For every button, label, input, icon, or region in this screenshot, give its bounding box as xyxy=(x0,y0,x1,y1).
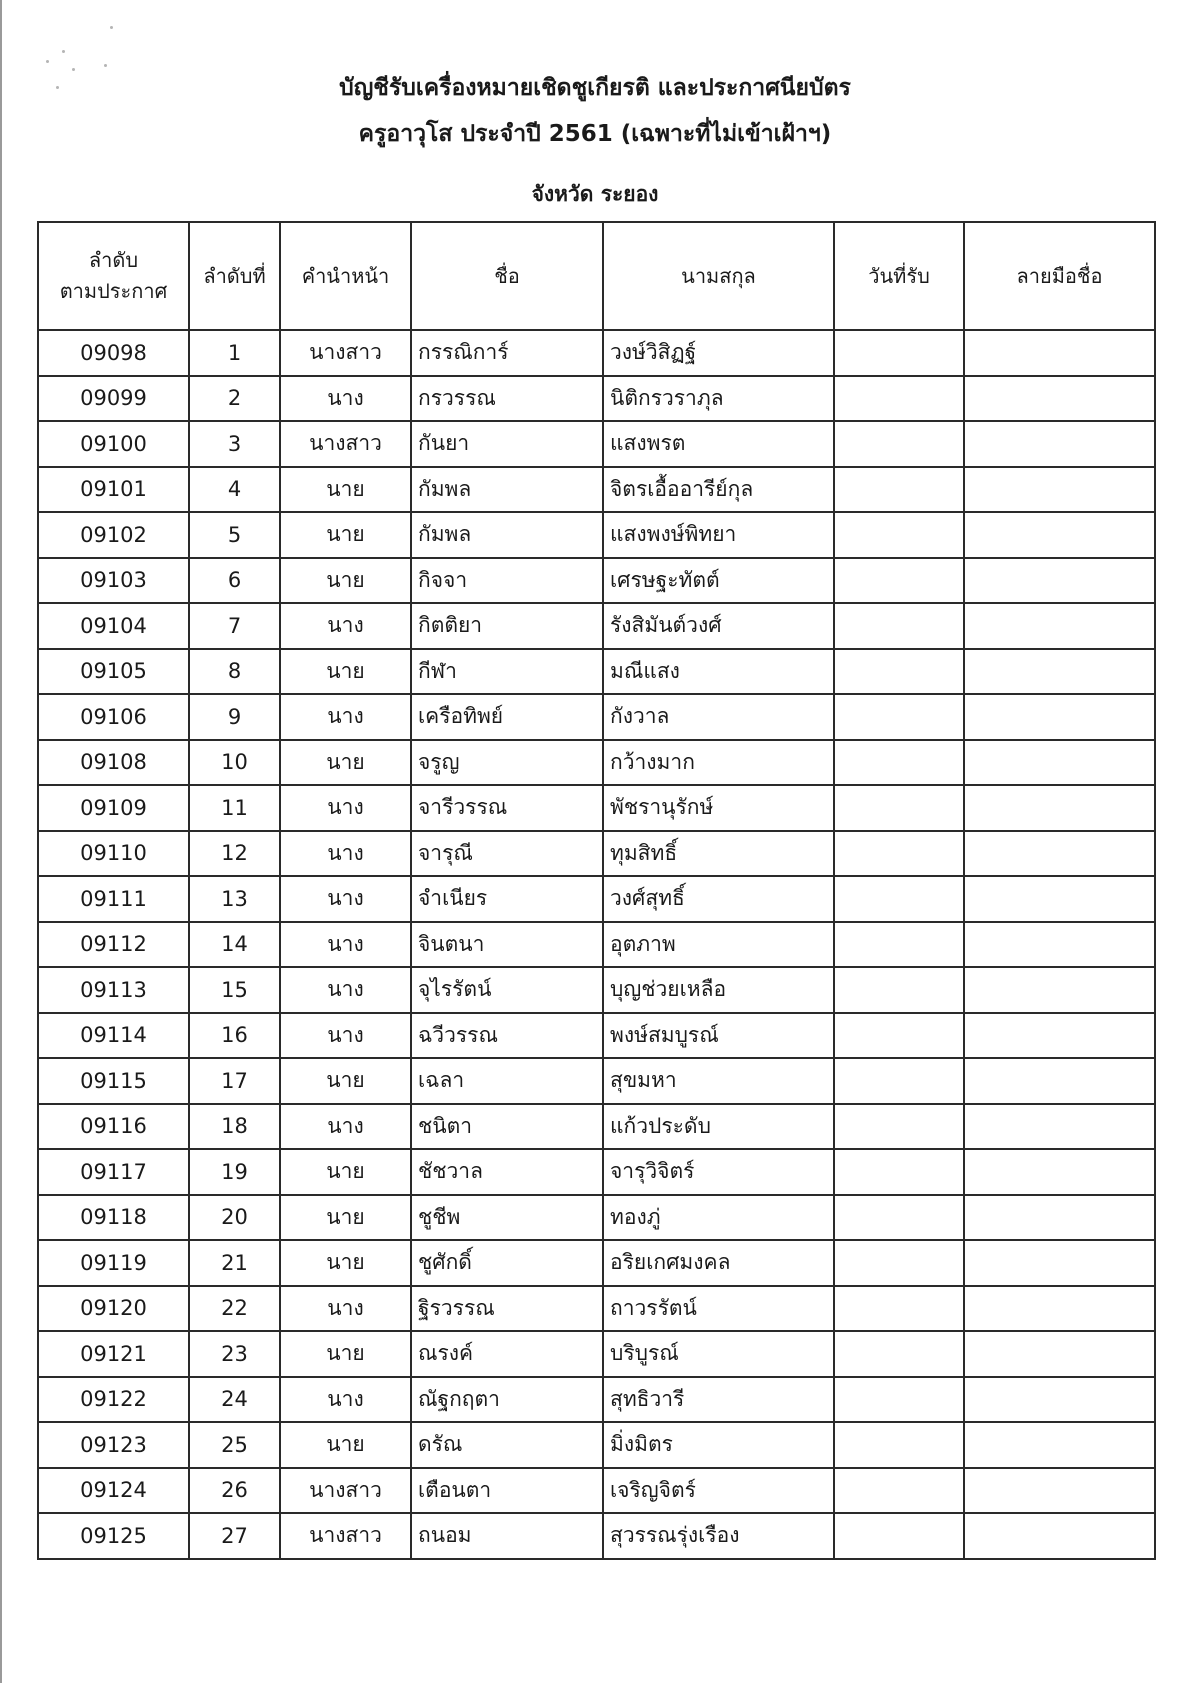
cell-announcement-order: 09106 xyxy=(38,694,189,740)
cell-signature xyxy=(964,1377,1155,1423)
cell-sequence: 1 xyxy=(189,330,280,376)
cell-announcement-order: 09109 xyxy=(38,785,189,831)
cell-announcement-order: 09124 xyxy=(38,1468,189,1514)
table-row xyxy=(38,1013,1155,1059)
cell-first-name: จุไรรัตน์ xyxy=(411,967,603,1013)
cell-first-name: กรรณิการ์ xyxy=(411,330,603,376)
cell-signature xyxy=(964,876,1155,922)
cell-received-date xyxy=(834,376,964,422)
cell-received-date xyxy=(834,831,964,877)
cell-received-date xyxy=(834,421,964,467)
cell-first-name: จรูญ xyxy=(411,740,603,786)
cell-first-name: เฉลา xyxy=(411,1058,603,1104)
cell-announcement-order: 09113 xyxy=(38,967,189,1013)
cell-received-date xyxy=(834,1513,964,1559)
header-announcement-order xyxy=(38,222,189,330)
cell-prefix: นางสาว xyxy=(280,330,411,376)
cell-signature xyxy=(964,649,1155,695)
cell-received-date xyxy=(834,922,964,968)
cell-first-name: เตือนตา xyxy=(411,1468,603,1514)
header-first-name: ชื่อ xyxy=(411,222,603,330)
cell-announcement-order: 09105 xyxy=(38,649,189,695)
cell-signature xyxy=(964,376,1155,422)
cell-sequence: 9 xyxy=(189,694,280,740)
cell-last-name: กว้างมาก xyxy=(603,740,834,786)
table-body xyxy=(38,330,1155,1559)
scan-speck xyxy=(62,50,65,53)
cell-first-name: ดรัณ xyxy=(411,1422,603,1468)
cell-sequence: 18 xyxy=(189,1104,280,1150)
cell-last-name: มณีแสง xyxy=(603,649,834,695)
cell-last-name: วงษ์วิสิฏฐ์ xyxy=(603,330,834,376)
cell-received-date xyxy=(834,512,964,558)
cell-announcement-order: 09102 xyxy=(38,512,189,558)
cell-received-date xyxy=(834,740,964,786)
table-row xyxy=(38,421,1155,467)
document-subtitle: ครูอาวุโส ประจำปี 2561 (เฉพาะที่ไม่เข้าเฝ้าฯ) xyxy=(358,121,832,147)
page-edge xyxy=(0,0,2,1683)
cell-last-name: จิตรเอื้ออารีย์กุล xyxy=(603,467,834,513)
table-header-row xyxy=(38,222,1155,330)
cell-signature xyxy=(964,1149,1155,1195)
cell-prefix: นาง xyxy=(280,876,411,922)
table-row xyxy=(38,785,1155,831)
cell-last-name: แสงพรต xyxy=(603,421,834,467)
table-row xyxy=(38,740,1155,786)
cell-last-name: บริบูรณ์ xyxy=(603,1331,834,1377)
cell-sequence: 19 xyxy=(189,1149,280,1195)
cell-sequence: 3 xyxy=(189,421,280,467)
cell-last-name: แก้วประดับ xyxy=(603,1104,834,1150)
cell-received-date xyxy=(834,1331,964,1377)
cell-last-name: ถาวรรัตน์ xyxy=(603,1286,834,1332)
cell-prefix: นาย xyxy=(280,649,411,695)
cell-announcement-order: 09120 xyxy=(38,1286,189,1332)
cell-sequence: 6 xyxy=(189,558,280,604)
cell-first-name: ชูศักดิ์ xyxy=(411,1240,603,1286)
cell-announcement-order: 09114 xyxy=(38,1013,189,1059)
cell-announcement-order: 09119 xyxy=(38,1240,189,1286)
cell-prefix: นาย xyxy=(280,740,411,786)
cell-received-date xyxy=(834,1058,964,1104)
cell-first-name: กรวรรณ xyxy=(411,376,603,422)
cell-received-date xyxy=(834,1149,964,1195)
cell-signature xyxy=(964,421,1155,467)
cell-prefix: นาง xyxy=(280,694,411,740)
cell-received-date xyxy=(834,1104,964,1150)
cell-first-name: จินตนา xyxy=(411,922,603,968)
cell-announcement-order: 09098 xyxy=(38,330,189,376)
cell-last-name: มิ่งมิตร xyxy=(603,1422,834,1468)
table-row xyxy=(38,603,1155,649)
cell-announcement-order: 09110 xyxy=(38,831,189,877)
cell-first-name: ณัฐกฤตา xyxy=(411,1377,603,1423)
cell-received-date xyxy=(834,1240,964,1286)
cell-first-name: กัมพล xyxy=(411,512,603,558)
header-announcement-order-line1: ลำดับ xyxy=(88,248,139,272)
cell-announcement-order: 09122 xyxy=(38,1377,189,1423)
cell-signature xyxy=(964,1195,1155,1241)
table-row xyxy=(38,467,1155,513)
header-sequence: ลำดับที่ xyxy=(189,222,280,330)
table-row xyxy=(38,376,1155,422)
cell-sequence: 11 xyxy=(189,785,280,831)
cell-prefix: นาย xyxy=(280,512,411,558)
cell-last-name: บุญช่วยเหลือ xyxy=(603,967,834,1013)
table-row xyxy=(38,1331,1155,1377)
cell-last-name: แสงพงษ์พิทยา xyxy=(603,512,834,558)
table-row xyxy=(38,1195,1155,1241)
cell-received-date xyxy=(834,603,964,649)
cell-first-name: กีฬา xyxy=(411,649,603,695)
cell-first-name: จำเนียร xyxy=(411,876,603,922)
cell-first-name: กิจจา xyxy=(411,558,603,604)
cell-first-name: ถนอม xyxy=(411,1513,603,1559)
cell-prefix: นาย xyxy=(280,1240,411,1286)
header-prefix: คำนำหน้า xyxy=(280,222,411,330)
scan-speck xyxy=(104,64,107,67)
cell-first-name: กัมพล xyxy=(411,467,603,513)
table-row xyxy=(38,967,1155,1013)
cell-prefix: นาย xyxy=(280,467,411,513)
cell-announcement-order: 09099 xyxy=(38,376,189,422)
cell-received-date xyxy=(834,1013,964,1059)
scan-speck xyxy=(110,26,113,29)
cell-signature xyxy=(964,831,1155,877)
cell-sequence: 23 xyxy=(189,1331,280,1377)
cell-prefix: นางสาว xyxy=(280,1513,411,1559)
cell-prefix: นาง xyxy=(280,785,411,831)
document-title: บัญชีรับเครื่องหมายเชิดชูเกียรติ และประกาศนียบัตร xyxy=(339,75,851,101)
cell-signature xyxy=(964,1422,1155,1468)
table-row xyxy=(38,1286,1155,1332)
cell-signature xyxy=(964,1513,1155,1559)
cell-announcement-order: 09111 xyxy=(38,876,189,922)
cell-prefix: นางสาว xyxy=(280,421,411,467)
cell-prefix: นาง xyxy=(280,922,411,968)
cell-announcement-order: 09123 xyxy=(38,1422,189,1468)
cell-received-date xyxy=(834,1195,964,1241)
cell-sequence: 7 xyxy=(189,603,280,649)
cell-announcement-order: 09108 xyxy=(38,740,189,786)
table-row xyxy=(38,1422,1155,1468)
cell-last-name: สุขมหา xyxy=(603,1058,834,1104)
cell-first-name: ชัชวาล xyxy=(411,1149,603,1195)
cell-sequence: 27 xyxy=(189,1513,280,1559)
cell-signature xyxy=(964,1013,1155,1059)
cell-first-name: จารุณี xyxy=(411,831,603,877)
cell-sequence: 13 xyxy=(189,876,280,922)
cell-last-name: รังสิมันต์วงศ์ xyxy=(603,603,834,649)
cell-prefix: นาง xyxy=(280,1286,411,1332)
cell-last-name: อุตภาพ xyxy=(603,922,834,968)
cell-last-name: ทองภู่ xyxy=(603,1195,834,1241)
cell-sequence: 20 xyxy=(189,1195,280,1241)
cell-signature xyxy=(964,1058,1155,1104)
province-heading: จังหวัด ระยอง xyxy=(531,182,659,206)
cell-sequence: 15 xyxy=(189,967,280,1013)
cell-prefix: นาย xyxy=(280,1149,411,1195)
cell-first-name: เครือทิพย์ xyxy=(411,694,603,740)
cell-signature xyxy=(964,694,1155,740)
table-row xyxy=(38,1513,1155,1559)
cell-signature xyxy=(964,1468,1155,1514)
cell-first-name: ชนิตา xyxy=(411,1104,603,1150)
table-row xyxy=(38,831,1155,877)
cell-signature xyxy=(964,512,1155,558)
cell-sequence: 4 xyxy=(189,467,280,513)
cell-signature xyxy=(964,1286,1155,1332)
cell-received-date xyxy=(834,876,964,922)
cell-prefix: นาง xyxy=(280,1377,411,1423)
cell-sequence: 24 xyxy=(189,1377,280,1423)
cell-prefix: นาง xyxy=(280,967,411,1013)
cell-sequence: 2 xyxy=(189,376,280,422)
cell-first-name: ฐิรวรรณ xyxy=(411,1286,603,1332)
cell-last-name: เศรษฐะทัตต์ xyxy=(603,558,834,604)
table-row xyxy=(38,512,1155,558)
cell-signature xyxy=(964,558,1155,604)
cell-last-name: จารุวิจิตร์ xyxy=(603,1149,834,1195)
cell-received-date xyxy=(834,649,964,695)
cell-sequence: 22 xyxy=(189,1286,280,1332)
cell-announcement-order: 09116 xyxy=(38,1104,189,1150)
cell-prefix: นาง xyxy=(280,603,411,649)
table-row xyxy=(38,558,1155,604)
table-row xyxy=(38,922,1155,968)
cell-signature xyxy=(964,603,1155,649)
cell-last-name: นิติกรวราภุล xyxy=(603,376,834,422)
cell-prefix: นาย xyxy=(280,1331,411,1377)
cell-sequence: 17 xyxy=(189,1058,280,1104)
cell-received-date xyxy=(834,967,964,1013)
cell-received-date xyxy=(834,558,964,604)
cell-last-name: ทุมสิทธิ์ xyxy=(603,831,834,877)
cell-sequence: 25 xyxy=(189,1422,280,1468)
cell-first-name: ณรงค์ xyxy=(411,1331,603,1377)
cell-received-date xyxy=(834,467,964,513)
cell-signature xyxy=(964,785,1155,831)
cell-sequence: 10 xyxy=(189,740,280,786)
cell-prefix: นาย xyxy=(280,1058,411,1104)
cell-last-name: พงษ์สมบูรณ์ xyxy=(603,1013,834,1059)
header-announcement-order-line2: ตามประกาศ xyxy=(59,279,168,303)
cell-last-name: วงศ์สุทธิ์ xyxy=(603,876,834,922)
cell-prefix: นาง xyxy=(280,1013,411,1059)
cell-announcement-order: 09118 xyxy=(38,1195,189,1241)
cell-signature xyxy=(964,1240,1155,1286)
header-signature: ลายมือชื่อ xyxy=(964,222,1155,330)
table-row xyxy=(38,1377,1155,1423)
cell-last-name: อริยเกศมงคล xyxy=(603,1240,834,1286)
cell-last-name: กังวาล xyxy=(603,694,834,740)
cell-announcement-order: 09117 xyxy=(38,1149,189,1195)
cell-first-name: กันยา xyxy=(411,421,603,467)
cell-prefix: นาง xyxy=(280,831,411,877)
cell-received-date xyxy=(834,694,964,740)
cell-signature xyxy=(964,922,1155,968)
header-last-name: นามสกุล xyxy=(603,222,834,330)
cell-signature xyxy=(964,330,1155,376)
cell-sequence: 26 xyxy=(189,1468,280,1514)
cell-last-name: สุวรรณรุ่งเรือง xyxy=(603,1513,834,1559)
cell-last-name: พัชรานุรักษ์ xyxy=(603,785,834,831)
cell-announcement-order: 09103 xyxy=(38,558,189,604)
table-row xyxy=(38,1058,1155,1104)
cell-sequence: 12 xyxy=(189,831,280,877)
cell-prefix: นางสาว xyxy=(280,1468,411,1514)
header-received-date: วันที่รับ xyxy=(834,222,964,330)
cell-received-date xyxy=(834,330,964,376)
cell-first-name: ฉวีวรรณ xyxy=(411,1013,603,1059)
cell-sequence: 14 xyxy=(189,922,280,968)
cell-signature xyxy=(964,740,1155,786)
cell-last-name: เจริญจิตร์ xyxy=(603,1468,834,1514)
table-row xyxy=(38,1240,1155,1286)
cell-signature xyxy=(964,1331,1155,1377)
cell-received-date xyxy=(834,1468,964,1514)
cell-prefix: นาง xyxy=(280,1104,411,1150)
cell-received-date xyxy=(834,1422,964,1468)
cell-sequence: 8 xyxy=(189,649,280,695)
cell-received-date xyxy=(834,1286,964,1332)
table-row xyxy=(38,330,1155,376)
table-row xyxy=(38,1104,1155,1150)
cell-received-date xyxy=(834,1377,964,1423)
scan-speck xyxy=(46,60,49,63)
cell-announcement-order: 09100 xyxy=(38,421,189,467)
cell-last-name: สุทธิวารี xyxy=(603,1377,834,1423)
cell-received-date xyxy=(834,785,964,831)
cell-prefix: นาย xyxy=(280,1422,411,1468)
cell-prefix: นาง xyxy=(280,376,411,422)
cell-first-name: ชูชีพ xyxy=(411,1195,603,1241)
table-row xyxy=(38,649,1155,695)
cell-prefix: นาย xyxy=(280,1195,411,1241)
cell-prefix: นาย xyxy=(280,558,411,604)
cell-announcement-order: 09112 xyxy=(38,922,189,968)
cell-signature xyxy=(964,467,1155,513)
table-row xyxy=(38,694,1155,740)
cell-signature xyxy=(964,967,1155,1013)
cell-sequence: 21 xyxy=(189,1240,280,1286)
table-row xyxy=(38,1468,1155,1514)
table-row xyxy=(38,876,1155,922)
cell-announcement-order: 09121 xyxy=(38,1331,189,1377)
cell-sequence: 16 xyxy=(189,1013,280,1059)
cell-announcement-order: 09115 xyxy=(38,1058,189,1104)
cell-signature xyxy=(964,1104,1155,1150)
cell-first-name: จารีวรรณ xyxy=(411,785,603,831)
table-row xyxy=(38,1149,1155,1195)
cell-announcement-order: 09101 xyxy=(38,467,189,513)
cell-announcement-order: 09125 xyxy=(38,1513,189,1559)
cell-first-name: กิตติยา xyxy=(411,603,603,649)
recipient-table xyxy=(37,221,1156,1560)
cell-sequence: 5 xyxy=(189,512,280,558)
cell-announcement-order: 09104 xyxy=(38,603,189,649)
